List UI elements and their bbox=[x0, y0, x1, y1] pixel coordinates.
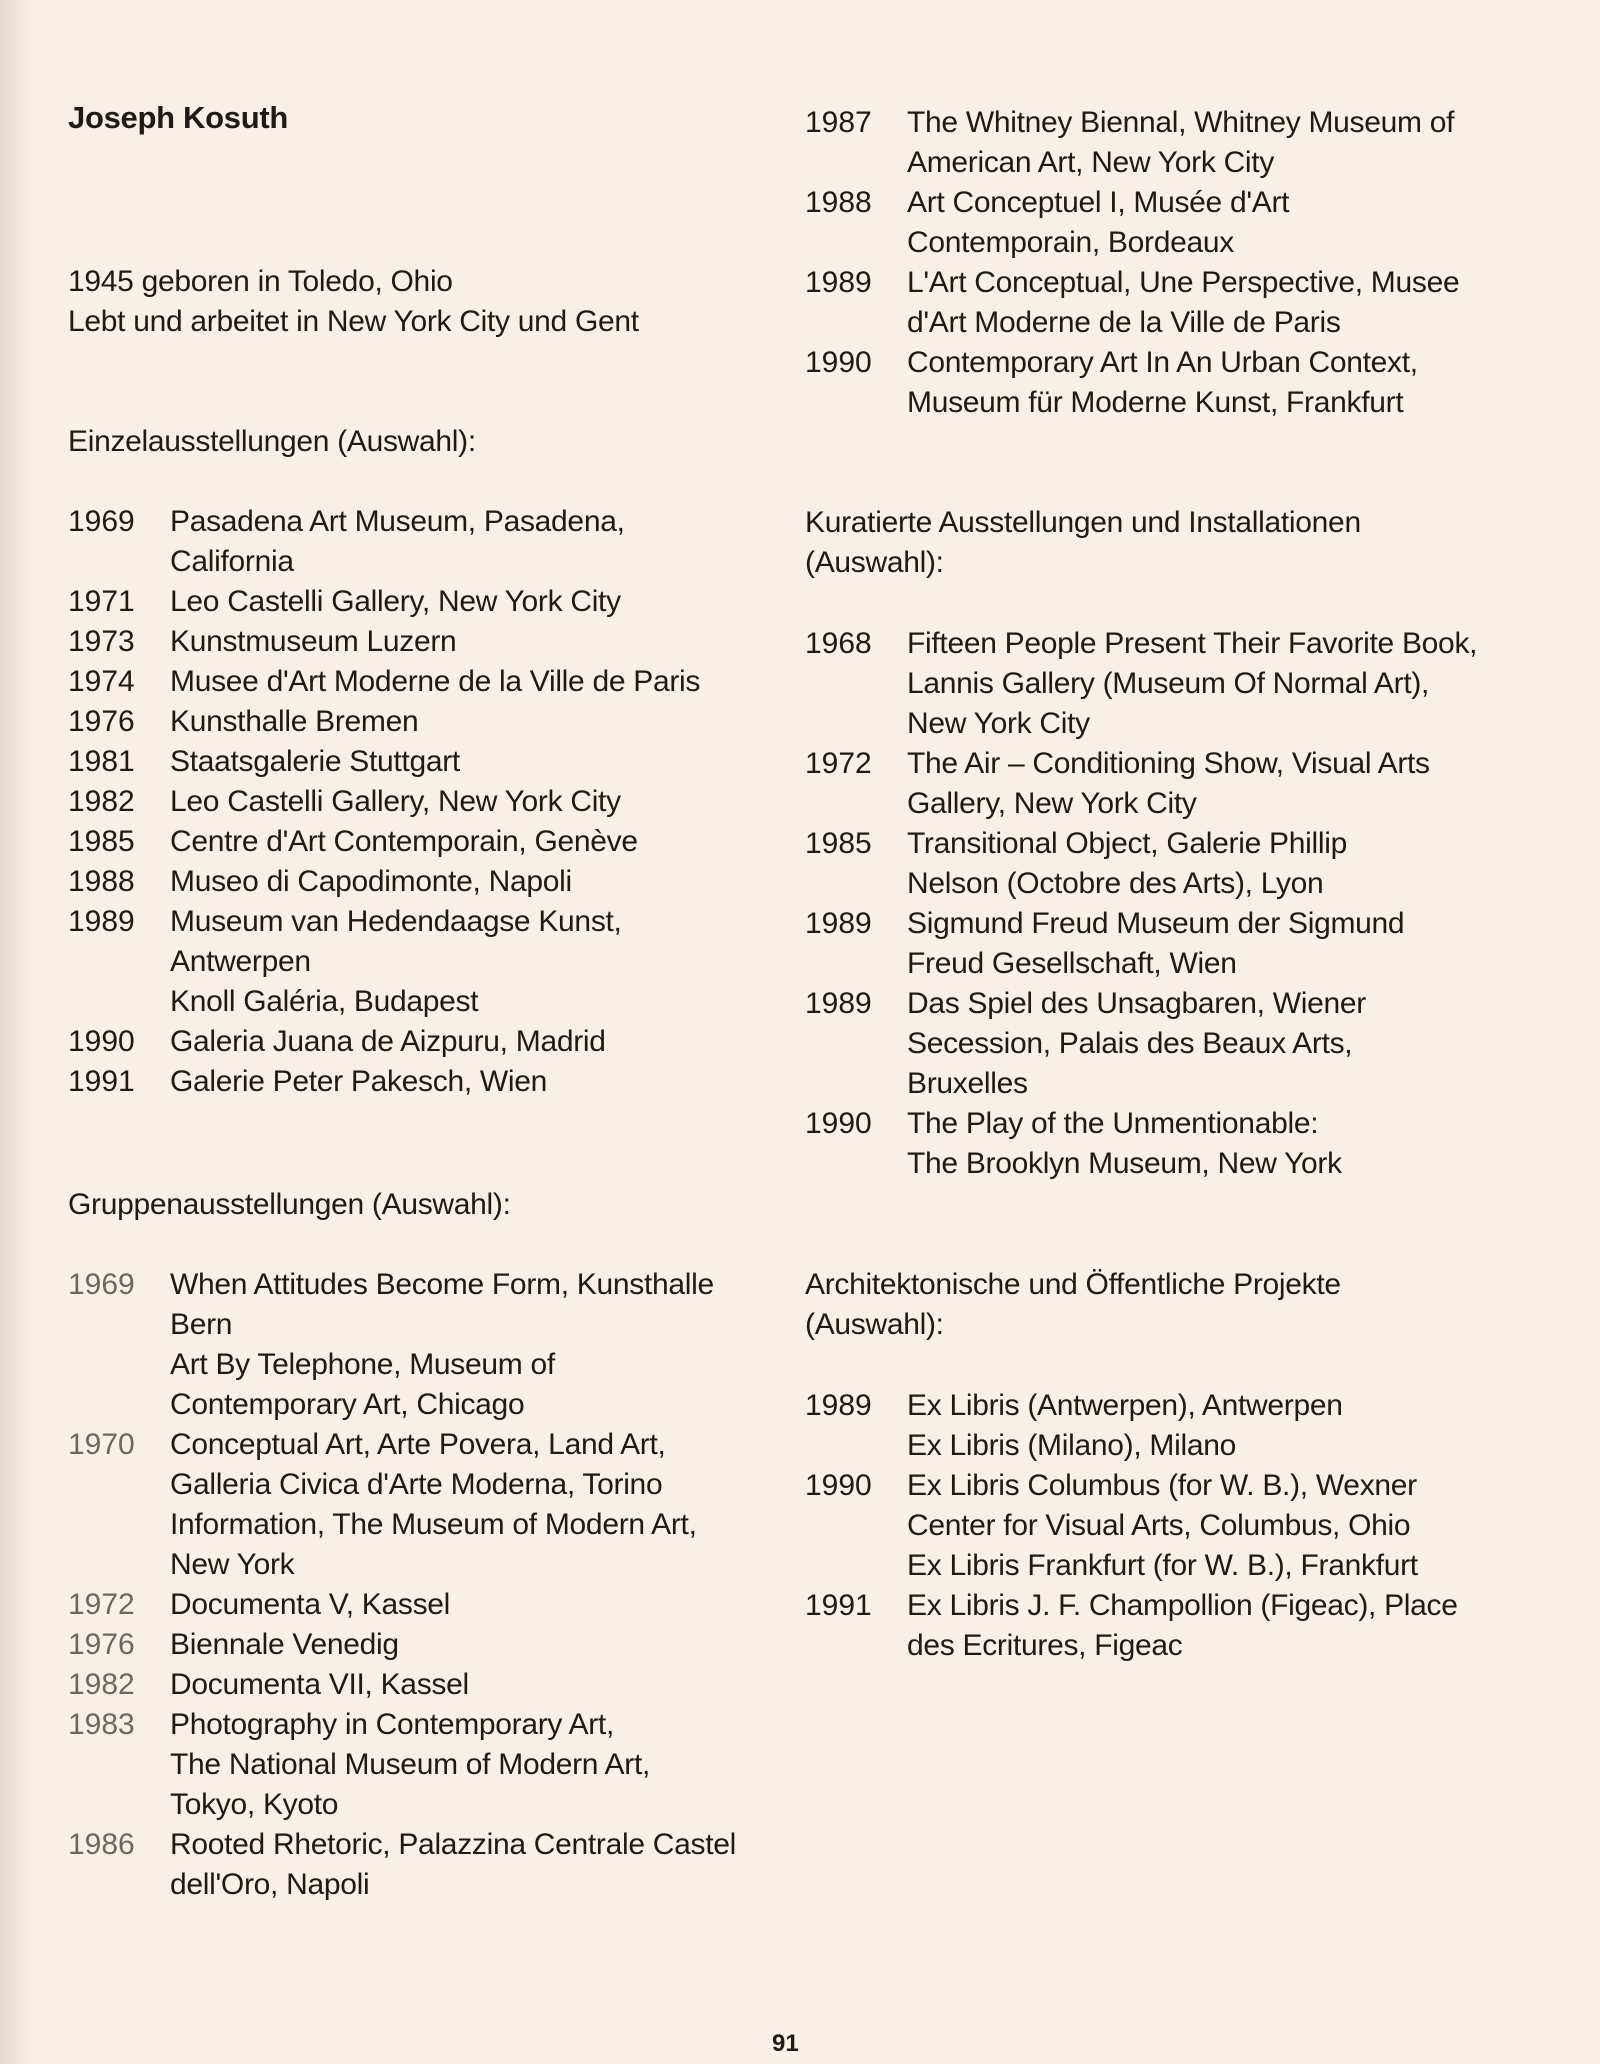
entry-line: Art Conceptuel I, Musée d'Art bbox=[907, 186, 1290, 219]
entry-text bbox=[170, 1825, 736, 1905]
entry-line: Bern bbox=[170, 1308, 233, 1341]
entry-text bbox=[170, 742, 700, 782]
group-exhibitions-list bbox=[68, 1265, 736, 1905]
exhibition-entry bbox=[68, 742, 700, 782]
entry-line: Secession, Palais des Beaux Arts, bbox=[907, 1027, 1353, 1060]
entry-line: Sigmund Freud Museum der Sigmund bbox=[907, 907, 1405, 940]
exhibition-entry bbox=[68, 782, 700, 822]
heading-line: (Auswahl): bbox=[805, 546, 944, 579]
entry-line: dell'Oro, Napoli bbox=[170, 1868, 370, 1901]
entry-text bbox=[907, 624, 1477, 744]
exhibition-entry bbox=[805, 624, 1477, 744]
entry-text bbox=[170, 822, 700, 862]
exhibition-entry bbox=[805, 1586, 1458, 1666]
entry-line: Fifteen People Present Their Favorite Book, bbox=[907, 627, 1478, 660]
entry-line: d'Art Moderne de la Ville de Paris bbox=[907, 306, 1341, 339]
entry-text bbox=[907, 103, 1459, 183]
entry-text bbox=[907, 1586, 1458, 1666]
entry-line: Museum van Hedendaagse Kunst, bbox=[170, 905, 622, 938]
entry-year: 1976 bbox=[68, 1628, 135, 1661]
exhibition-entry bbox=[68, 1265, 736, 1425]
biography bbox=[68, 262, 639, 342]
entry-line: New York bbox=[170, 1548, 295, 1581]
entry-text bbox=[170, 1425, 736, 1585]
entry-year: 1971 bbox=[68, 585, 135, 618]
exhibition-entry bbox=[805, 1466, 1458, 1586]
entry-line: Contemporain, Bordeaux bbox=[907, 226, 1234, 259]
entry-line: Freud Gesellschaft, Wien bbox=[907, 947, 1237, 980]
entry-year: 1990 bbox=[68, 1025, 135, 1058]
page-edge-shadow bbox=[0, 0, 30, 2064]
entry-line: Centre d'Art Contemporain, Genève bbox=[170, 825, 638, 858]
group-exhibitions-heading: Gruppenausstellungen (Auswahl): bbox=[68, 1188, 511, 1221]
group-exhibitions-list-continued bbox=[805, 103, 1459, 423]
entry-line: Galeria Juana de Aizpuru, Madrid bbox=[170, 1025, 606, 1058]
entry-year: 1981 bbox=[68, 745, 135, 778]
entry-text bbox=[907, 824, 1477, 904]
entry-line: Contemporary Art In An Urban Context, bbox=[907, 346, 1418, 379]
solo-exhibitions-heading: Einzelausstellungen (Auswahl): bbox=[68, 425, 476, 458]
entry-year: 1969 bbox=[68, 505, 135, 538]
entry-year: 1987 bbox=[805, 106, 872, 139]
solo-exhibitions-list bbox=[68, 502, 700, 1102]
exhibition-entry bbox=[68, 502, 700, 582]
entry-line: Photography in Contemporary Art, bbox=[170, 1708, 614, 1741]
entry-line: California bbox=[170, 545, 294, 578]
entry-year: 1974 bbox=[68, 665, 135, 698]
entry-text bbox=[170, 1062, 700, 1102]
heading-line: Architektonische und Öffentliche Projekte bbox=[805, 1268, 1341, 1301]
exhibition-entry bbox=[805, 824, 1477, 904]
entry-line: When Attitudes Become Form, Kunsthalle bbox=[170, 1268, 714, 1301]
entry-year: 1988 bbox=[805, 186, 872, 219]
entry-text bbox=[170, 1022, 700, 1062]
entry-text bbox=[907, 904, 1477, 984]
heading-line: Kuratierte Ausstellungen und Installationen bbox=[805, 506, 1361, 539]
entry-year: 1970 bbox=[68, 1428, 135, 1461]
exhibition-entry bbox=[68, 1665, 736, 1705]
entry-year: 1990 bbox=[805, 346, 872, 379]
entry-line: Lannis Gallery (Museum Of Normal Art), bbox=[907, 667, 1430, 700]
entry-line: Das Spiel des Unsagbaren, Wiener bbox=[907, 987, 1366, 1020]
entry-text bbox=[170, 622, 700, 662]
curated-exhibitions-list bbox=[805, 624, 1477, 1184]
exhibition-entry bbox=[68, 1585, 736, 1625]
entry-text bbox=[907, 183, 1459, 263]
exhibition-entry bbox=[805, 904, 1477, 984]
exhibition-entry bbox=[68, 1625, 736, 1665]
entry-line: New York City bbox=[907, 707, 1090, 740]
exhibition-entry bbox=[805, 103, 1459, 183]
page-number: 91 bbox=[772, 2030, 799, 2057]
entry-line: Ex Libris Frankfurt (for W. B.), Frankfurt bbox=[907, 1549, 1418, 1582]
bio-line: Lebt und arbeitet in New York City und Gent bbox=[68, 305, 639, 338]
exhibition-entry bbox=[68, 1022, 700, 1062]
architectural-projects-list bbox=[805, 1386, 1458, 1666]
entry-line: Nelson (Octobre des Arts), Lyon bbox=[907, 867, 1324, 900]
entry-text bbox=[907, 1466, 1458, 1586]
entry-line: Museum für Moderne Kunst, Frankfurt bbox=[907, 386, 1404, 419]
entry-year: 1982 bbox=[68, 785, 135, 818]
entry-line: The Whitney Biennal, Whitney Museum of bbox=[907, 106, 1455, 139]
exhibition-entry bbox=[805, 343, 1459, 423]
entry-text bbox=[170, 1705, 736, 1825]
entry-text bbox=[170, 1585, 736, 1625]
entry-text bbox=[907, 1104, 1477, 1184]
entry-year: 1990 bbox=[805, 1469, 872, 1502]
bio-line: 1945 geboren in Toledo, Ohio bbox=[68, 265, 453, 298]
entry-year: 1968 bbox=[805, 627, 872, 660]
exhibition-entry bbox=[68, 1705, 736, 1825]
exhibition-entry bbox=[805, 1104, 1477, 1184]
entry-text bbox=[907, 984, 1477, 1104]
entry-text bbox=[170, 582, 700, 622]
exhibition-entry bbox=[68, 1425, 736, 1585]
exhibition-entry bbox=[805, 1386, 1458, 1466]
entry-text bbox=[170, 782, 700, 822]
entry-line: Knoll Galéria, Budapest bbox=[170, 985, 479, 1018]
entry-year: 1976 bbox=[68, 705, 135, 738]
entry-year: 1990 bbox=[805, 1107, 872, 1140]
exhibition-entry bbox=[68, 622, 700, 662]
entry-year: 1985 bbox=[68, 825, 135, 858]
entry-text bbox=[170, 1265, 736, 1425]
entry-line: Staatsgalerie Stuttgart bbox=[170, 745, 460, 778]
entry-text bbox=[170, 502, 700, 582]
exhibition-entry bbox=[68, 822, 700, 862]
entry-line: Kunsthalle Bremen bbox=[170, 705, 419, 738]
exhibition-entry bbox=[68, 662, 700, 702]
entry-line: Leo Castelli Gallery, New York City bbox=[170, 785, 621, 818]
exhibition-entry bbox=[68, 702, 700, 742]
entry-line: The National Museum of Modern Art, bbox=[170, 1748, 651, 1781]
entry-line: Center for Visual Arts, Columbus, Ohio bbox=[907, 1509, 1411, 1542]
entry-line: American Art, New York City bbox=[907, 146, 1275, 179]
exhibition-entry bbox=[805, 984, 1477, 1104]
entry-year: 1982 bbox=[68, 1668, 135, 1701]
entry-text bbox=[170, 902, 700, 1022]
entry-line: Information, The Museum of Modern Art, bbox=[170, 1508, 697, 1541]
entry-line: Documenta V, Kassel bbox=[170, 1588, 451, 1621]
entry-line: Kunstmuseum Luzern bbox=[170, 625, 457, 658]
entry-line: Galleria Civica d'Arte Moderna, Torino bbox=[170, 1468, 663, 1501]
entry-year: 1972 bbox=[805, 747, 872, 780]
entry-line: Biennale Venedig bbox=[170, 1628, 399, 1661]
entry-year: 1989 bbox=[68, 905, 135, 938]
entry-line: Conceptual Art, Arte Povera, Land Art, bbox=[170, 1428, 666, 1461]
entry-line: The Air – Conditioning Show, Visual Arts bbox=[907, 747, 1430, 780]
curated-exhibitions-heading bbox=[805, 503, 1361, 583]
entry-line: des Ecritures, Figeac bbox=[907, 1629, 1183, 1662]
entry-line: L'Art Conceptual, Une Perspective, Musee bbox=[907, 266, 1460, 299]
exhibition-entry bbox=[68, 862, 700, 902]
entry-year: 1989 bbox=[805, 907, 872, 940]
entry-line: Ex Libris (Antwerpen), Antwerpen bbox=[907, 1389, 1343, 1422]
entry-line: The Brooklyn Museum, New York bbox=[907, 1147, 1342, 1180]
entry-year: 1983 bbox=[68, 1708, 135, 1741]
entry-year: 1991 bbox=[68, 1065, 135, 1098]
entry-line: Rooted Rhetoric, Palazzina Centrale Castel bbox=[170, 1828, 737, 1861]
entry-text bbox=[170, 702, 700, 742]
entry-text bbox=[907, 1386, 1458, 1466]
entry-line: Pasadena Art Museum, Pasadena, bbox=[170, 505, 625, 538]
entry-text bbox=[907, 263, 1459, 343]
entry-text bbox=[907, 343, 1459, 423]
exhibition-entry bbox=[68, 1825, 736, 1905]
exhibition-entry bbox=[805, 183, 1459, 263]
entry-line: Contemporary Art, Chicago bbox=[170, 1388, 525, 1421]
entry-line: Documenta VII, Kassel bbox=[170, 1668, 469, 1701]
entry-year: 1989 bbox=[805, 266, 872, 299]
entry-year: 1991 bbox=[805, 1589, 872, 1622]
entry-year: 1986 bbox=[68, 1828, 135, 1861]
entry-line: The Play of the Unmentionable: bbox=[907, 1107, 1319, 1140]
architectural-projects-heading bbox=[805, 1265, 1341, 1345]
entry-year: 1972 bbox=[68, 1588, 135, 1621]
entry-line: Tokyo, Kyoto bbox=[170, 1788, 339, 1821]
exhibition-entry bbox=[68, 902, 700, 1022]
entry-line: Museo di Capodimonte, Napoli bbox=[170, 865, 572, 898]
entry-year: 1985 bbox=[805, 827, 872, 860]
entry-text bbox=[907, 744, 1477, 824]
entry-line: Galerie Peter Pakesch, Wien bbox=[170, 1065, 548, 1098]
entry-line: Antwerpen bbox=[170, 945, 311, 978]
entry-text bbox=[170, 1625, 736, 1665]
entry-line: Ex Libris J. F. Champollion (Figeac), Place bbox=[907, 1589, 1458, 1622]
exhibition-entry bbox=[805, 744, 1477, 824]
entry-line: Musee d'Art Moderne de la Ville de Paris bbox=[170, 665, 701, 698]
entry-year: 1988 bbox=[68, 865, 135, 898]
heading-line: (Auswahl): bbox=[805, 1308, 944, 1341]
entry-year: 1969 bbox=[68, 1268, 135, 1301]
entry-text bbox=[170, 662, 700, 702]
entry-line: Gallery, New York City bbox=[907, 787, 1197, 820]
entry-line: Leo Castelli Gallery, New York City bbox=[170, 585, 621, 618]
entry-year: 1973 bbox=[68, 625, 135, 658]
entry-line: Ex Libris Columbus (for W. B.), Wexner bbox=[907, 1469, 1417, 1502]
entry-year: 1989 bbox=[805, 1389, 872, 1422]
exhibition-entry bbox=[68, 1062, 700, 1102]
entry-text bbox=[170, 1665, 736, 1705]
exhibition-entry bbox=[805, 263, 1459, 343]
entry-line: Bruxelles bbox=[907, 1067, 1028, 1100]
entry-line: Ex Libris (Milano), Milano bbox=[907, 1429, 1236, 1462]
artist-name: Joseph Kosuth bbox=[68, 100, 289, 135]
entry-line: Art By Telephone, Museum of bbox=[170, 1348, 555, 1381]
entry-year: 1989 bbox=[805, 987, 872, 1020]
entry-line: Transitional Object, Galerie Phillip bbox=[907, 827, 1347, 860]
entry-text bbox=[170, 862, 700, 902]
exhibition-entry bbox=[68, 582, 700, 622]
